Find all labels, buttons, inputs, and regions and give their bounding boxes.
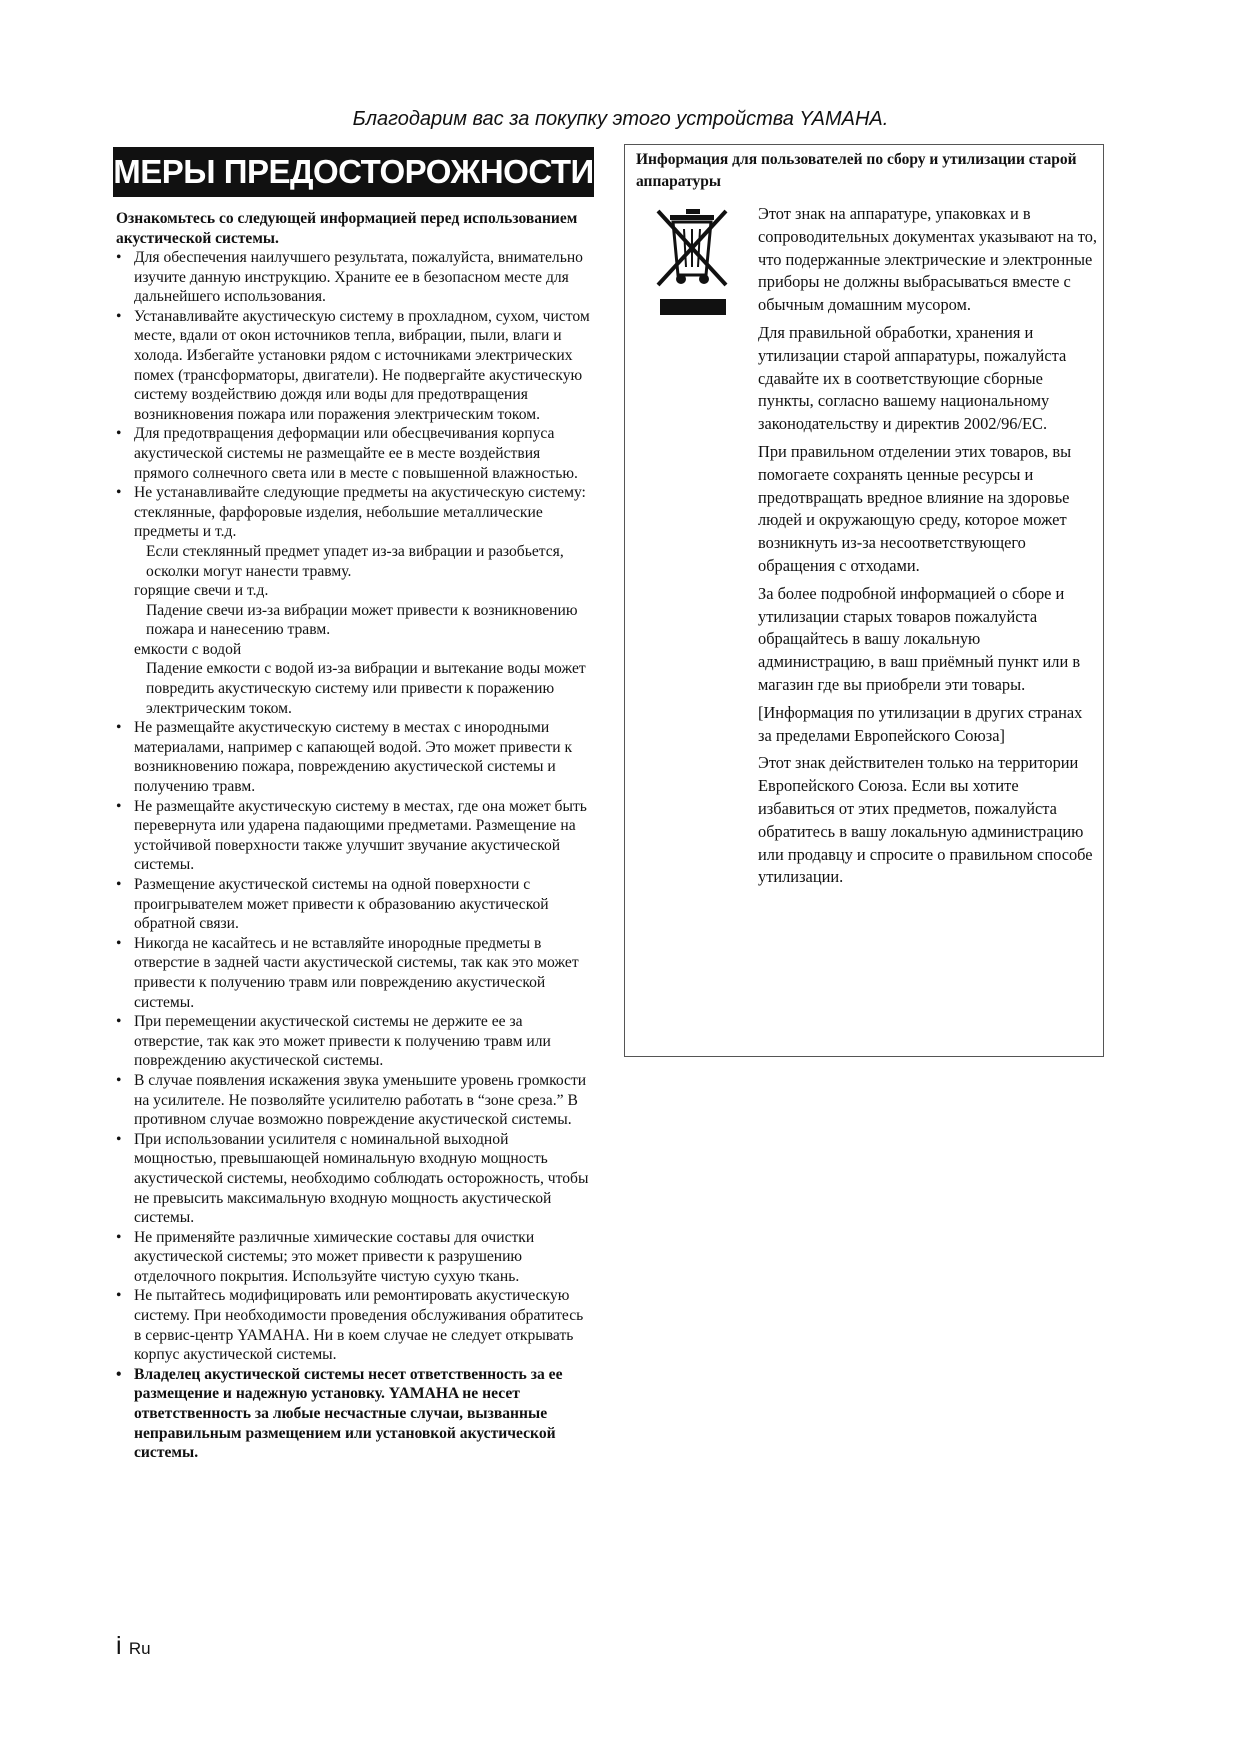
list-item: • Для предотвращения деформации или обесцвечивания корпуса акустической системы не размещайте ее в месте воздействия прямого солнечного света или в месте с повышенной влажностью. xyxy=(116,425,578,482)
list-item: • При использовании усилителя с номинальной выходной мощностью, превышающей номинальную входную мощность акустической системы, необходимо соблюдать осторожность, чтобы не превысить максимальную входную мощность акустической системы. xyxy=(116,1130,589,1227)
list-item: • Не размещайте акустическую систему в местах, где она может быть перевернута или ударена падающими предметами. Размещение на устойчивой поверхности также улучшит звучание акустической системы. xyxy=(116,797,587,874)
list-item: • В случае появления искажения звука уменьшите уровень громкости на усилителе. Не позволяйте усилителю работать в “зоне среза.” В противном случае возможно повреждение акустической системы. xyxy=(116,1071,587,1129)
list-item: • При перемещении акустической системы не держите ее за отверстие, так как это может привести к получению травм или повреждению акустической системы. xyxy=(116,1013,551,1070)
language-code: Ru xyxy=(128,1639,151,1658)
list-item: • Устанавливайте акустическую систему в прохладном, сухом, чистом месте, вдали от окон источников тепла, вибрации, пыли, влаги и холода. Избегайте установки рядом с источниками электрических помех (трансформаторы, двигатели). Не подвергайте акустическую систему воздействию дождя или воды для предотвращения возникновения пожара или поражения электрическим током. xyxy=(116,307,590,423)
list-item: • Не применяйте различные химические составы для очистки акустической системы; это может привести к разрушению отделочного покрытия. Используйте чистую сухую ткань. xyxy=(116,1228,535,1285)
sub-item: емкости с водой xyxy=(134,640,242,658)
disposal-info-box xyxy=(624,144,1104,1057)
sub-item-detail: Падение емкости с водой из-за вибрации и вытекание воды может повредить акустическую систему или привести к поражению электрическим током. xyxy=(146,660,586,717)
intro-text: Ознакомьтесь со следующей информацией перед использованием акустической системы. xyxy=(116,210,578,247)
section-title: МЕРЫ ПРЕДОСТОРОЖНОСТИ xyxy=(113,147,594,197)
disposal-paragraph: За более подробной информацией о сборе и утилизации старых товаров пожалуйста обращайтесь в вашу локальную администрацию, в ваш приёмный пункт или в магазин где вы приобрели эти товары. xyxy=(758,583,1081,694)
sub-item-detail: Если стеклянный предмет упадет из-за вибрации и разобьется, осколки могут нанести травму. xyxy=(146,542,564,580)
precautions-list xyxy=(116,209,594,1463)
disposal-paragraph: Этот знак на аппаратуре, упаковках и в сопроводительных документах указывают на то, что подержанные электрические и электронные приборы не должны выбрасываться вместе с обычным домашним мусором. xyxy=(758,204,1098,315)
page-footer xyxy=(116,1632,151,1661)
disposal-text xyxy=(758,203,1098,894)
list-item: • Для обеспечения наилучшего результата, пожалуйста, внимательно изучите данную инструкцию. Храните ее в безопасном месте для дальнейшего использования. xyxy=(116,249,583,306)
disposal-title: Информация для пользователей по сбору и утилизации старой аппаратуры xyxy=(636,151,1077,190)
list-item: • Не устанавливайте следующие предметы на акустическую систему: xyxy=(116,484,586,502)
sub-item-detail: Падение свечи из-за вибрации может привести к возникновению пожара и нанесению травм. xyxy=(146,601,578,639)
disposal-paragraph: Для правильной обработки, хранения и утилизации старой аппаратуры, пожалуйста сдавайте их в соответствующие сборные пункты, согласно вашему национальному законодательству и директив 2002/96/ЕС. xyxy=(758,322,1067,434)
sub-item: горящие свечи и т.д. xyxy=(134,582,269,600)
list-item: • Не пытайтесь модифицировать или ремонтировать акустическую систему. При необходимости проведения обслуживания обратитесь в сервис-центр YAMAHA. Ни в коем случае не следует открывать корпус акустической системы. xyxy=(116,1287,584,1364)
crossed-out-wheelie-bin-icon xyxy=(648,205,738,328)
page-number: i xyxy=(116,1632,122,1660)
disposal-paragraph: При правильном отделении этих товаров, вы помогаете сохранять ценные ресурсы и предотвращать вредное влияние на здоровье людей и окружающую среду, которое может возникнуть из-за несоответствующего обращения с отходами. xyxy=(758,441,1072,575)
disposal-paragraph: [Информация по утилизации в других странах за пределами Европейского Союза] xyxy=(758,702,1083,745)
sub-item: стеклянные, фарфоровые изделия, небольшие металлические предметы и т.д. xyxy=(134,503,543,541)
list-item: • Не размещайте акустическую систему в местах с инородными материалами, например с капающей водой. Это может привести к возникновению пожара, повреждению акустической системы и получению травм. xyxy=(116,719,573,796)
disposal-paragraph: Этот знак действителен только на территории Европейского Союза. Если вы хотите избавиться от этих предметов, пожалуйста обратитесь в вашу локальную администрацию или продавцу и спросите о правильном способе утилизации. xyxy=(758,753,1093,887)
list-item-owner-responsibility: • Владелец акустической системы несет ответственность за ее размещение и надежную установку. YAMAHA не несет ответственность за любые несчастные случаи, вызванные неправильным размещением или установкой акустической системы. xyxy=(116,1365,563,1462)
list-item: • Никогда не касайтесь и не вставляйте инородные предметы в отверстие в задней части акустической системы, так как это может привести к получению травм или повреждению акустической системы. xyxy=(116,934,579,1011)
header-thanks: Благодарим вас за покупку этого устройства YAMAHA. xyxy=(352,108,889,130)
list-item: • Размещение акустической системы на одной поверхности с проигрывателем может привести к образованию акустической обратной связи. xyxy=(116,876,549,933)
